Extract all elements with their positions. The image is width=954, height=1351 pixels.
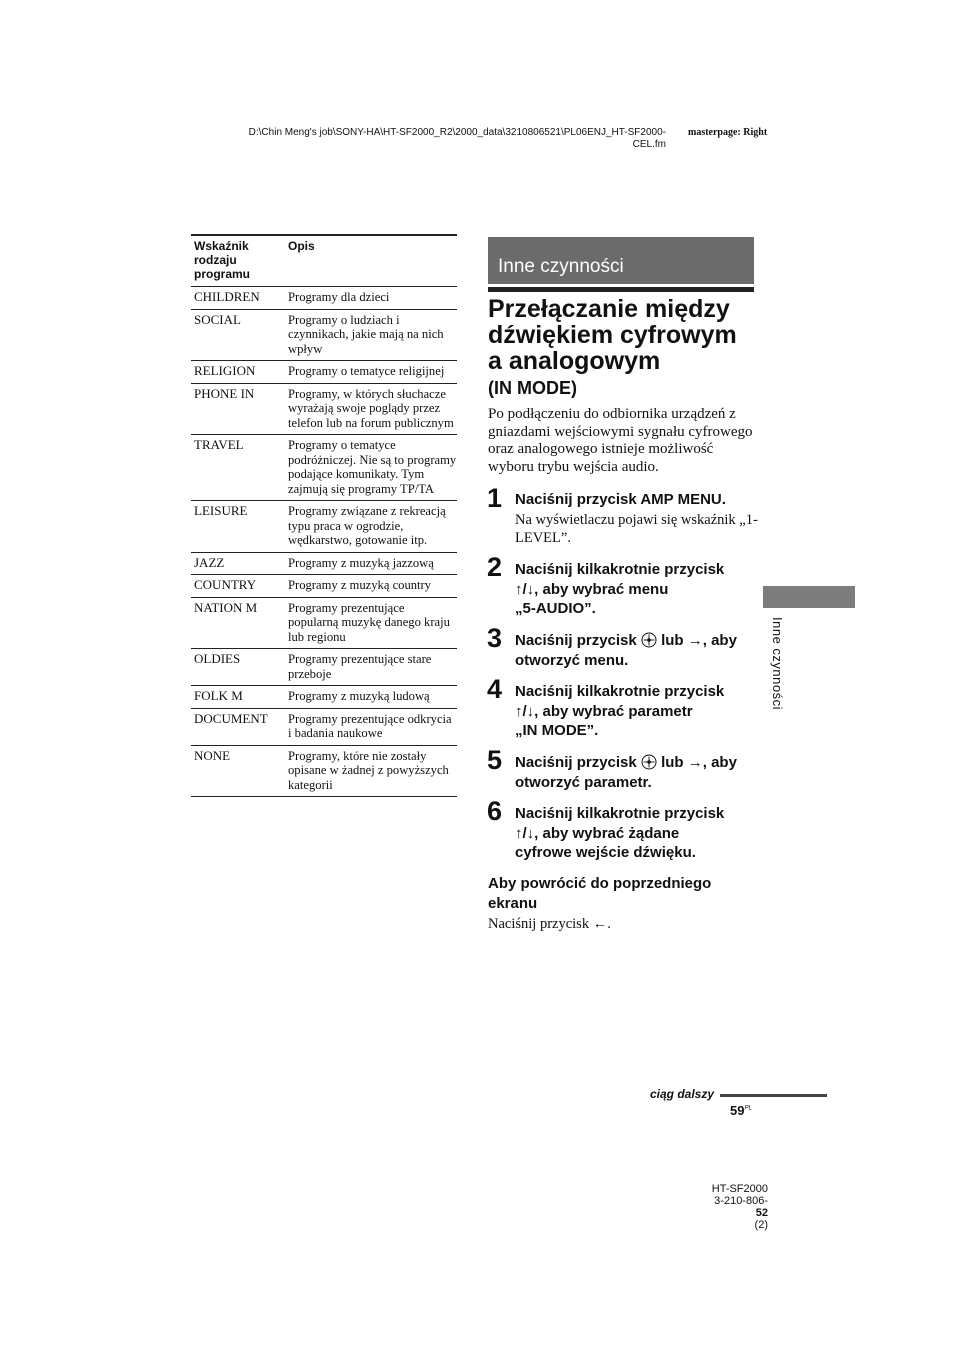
section-divider — [488, 287, 754, 292]
program-description: Programy związane z rekreacją typu praca w ogrodzie, wędkarstwo, gotowanie itp. — [288, 504, 446, 547]
step-line: „5-AUDIO”. — [515, 600, 596, 617]
file-path-line-2: CEL.fm — [632, 139, 666, 150]
title-line: Przełączanie między — [488, 295, 730, 323]
step-line: ↑/↓, aby wybrać żądane — [515, 824, 680, 842]
program-type: RELIGION — [194, 363, 256, 378]
step-line: lub →, aby — [661, 632, 737, 649]
program-description: Programy, które nie zostały opisane w żadnej z powyższych kategorii — [288, 748, 449, 792]
program-description: Programy dla dzieci — [288, 290, 390, 304]
return-text: Naciśnij przycisk ←. — [488, 916, 611, 932]
step-line: lub →, aby — [661, 754, 737, 771]
table-row — [191, 649, 457, 686]
step-number-3: 3 — [487, 623, 503, 653]
program-description: Programy z muzyką country — [288, 578, 432, 592]
page-title — [488, 296, 768, 374]
step-number-5: 5 — [487, 745, 503, 775]
table-row — [191, 435, 457, 501]
step-number-6: 6 — [487, 796, 503, 826]
step-1-text: Naciśnij przycisk AMP MENU. — [515, 491, 726, 508]
step-1-note: Na wyświetlaczu pojawi się wskaźnik „1-LEVEL”. — [515, 512, 758, 546]
step-line: „IN MODE”. — [515, 722, 599, 739]
program-type: TRAVEL — [194, 437, 244, 452]
program-description: Programy o tematyce podróżniczej. Nie są to programy podające komunikaty. Tym zajmują się programy TP/TA — [288, 438, 457, 496]
program-type: FOLK M — [194, 688, 243, 703]
program-type: CHILDREN — [194, 289, 260, 304]
table-row — [191, 287, 457, 310]
table-row — [191, 597, 457, 649]
continued-line — [720, 1094, 827, 1097]
table-row — [191, 501, 457, 553]
title-line: dźwiękiem cyfrowym — [488, 321, 737, 349]
step-4-text — [515, 682, 760, 741]
model-code — [640, 1195, 768, 1231]
program-description: Programy o ludziach i czynnikach, jakie mają na nich wpływ — [288, 312, 444, 356]
program-type: OLDIES — [194, 651, 241, 666]
table-row — [191, 575, 457, 598]
page-language: PL — [744, 1105, 752, 1112]
step-3-text — [515, 631, 760, 670]
step-5-text — [515, 753, 760, 792]
step-number-2: 2 — [487, 552, 503, 582]
side-tab-label: Inne czynności — [770, 617, 785, 710]
file-path — [196, 127, 666, 151]
table-row — [191, 745, 457, 797]
table-row — [191, 309, 457, 361]
table-row — [191, 361, 457, 384]
step-line: Naciśnij kilkakrotnie przycisk — [515, 561, 725, 578]
program-type-table — [191, 234, 457, 797]
program-type: JAZZ — [194, 554, 225, 570]
program-description: Programy z muzyką jazzową — [288, 555, 434, 570]
table-row — [191, 552, 457, 575]
program-type: NATION M — [194, 599, 258, 615]
step-line: otworzyć parametr. — [515, 773, 652, 791]
step-line: cyfrowe wejście dźwięku. — [515, 844, 696, 861]
section-label: Inne czynności — [498, 256, 624, 277]
masterpage-label: masterpage: Right — [688, 127, 768, 138]
enter-button-icon — [641, 754, 657, 770]
title-line: a analogowym — [488, 347, 661, 375]
column-header-description: Opis — [288, 239, 315, 253]
step-line: Naciśnij przycisk — [515, 632, 637, 649]
program-type: LEISURE — [194, 503, 248, 518]
program-description: Programy prezentujące stare przeboje — [288, 652, 432, 681]
program-type: NONE — [194, 747, 231, 763]
step-line: Naciśnij kilkakrotnie przycisk — [515, 683, 725, 700]
program-description: Programy o tematyce religijnej — [288, 364, 445, 378]
side-tab-marker — [763, 586, 855, 608]
table-row — [191, 383, 457, 435]
step-line: otworzyć menu. — [515, 651, 629, 669]
program-type: PHONE IN — [194, 385, 255, 401]
program-type: DOCUMENT — [194, 710, 268, 726]
continued-label: ciąg dalszy — [650, 1087, 715, 1101]
program-description: Programy prezentujące popularną muzykę danego kraju lub regionu — [288, 600, 450, 644]
page-number — [730, 1103, 752, 1118]
step-6-text — [515, 804, 760, 863]
intro-paragraph: Po podłączeniu do odbiornika urządzeń z gniazdami wejściowymi sygnału cyfrowego oraz analogowego istnieje możliwość wyboru trybu wejścia audio. — [488, 406, 753, 475]
column-header-indicator: Wskaźnik rodzaju programu — [194, 239, 251, 281]
table-row — [191, 708, 457, 745]
table-header-row — [191, 235, 457, 287]
step-line: Naciśnij przycisk — [515, 754, 637, 771]
table-row — [191, 686, 457, 709]
page-number-value: 59 — [730, 1103, 745, 1118]
program-description: Programy, w których słuchacze wyrażają swoje poglądy przez telefon lub na forum publicznym — [288, 386, 454, 430]
step-2-text — [515, 560, 760, 619]
step-line: ↑/↓, aby wybrać menu — [515, 580, 669, 598]
enter-button-icon — [641, 632, 657, 648]
program-type: SOCIAL — [194, 311, 241, 327]
step-line: ↑/↓, aby wybrać parametr — [515, 702, 693, 720]
program-description: Programy prezentujące odkrycia i badania naukowe — [288, 711, 452, 740]
model-code-prefix: 3-210-806- — [714, 1195, 768, 1207]
model-code-suffix: (2) — [754, 1219, 768, 1231]
return-heading: Aby powrócić do poprzedniego ekranu — [488, 875, 712, 912]
step-line: Naciśnij kilkakrotnie przycisk — [515, 805, 725, 822]
model-name: HT-SF2000 — [711, 1183, 768, 1195]
model-info — [640, 1183, 768, 1231]
page-subtitle: (IN MODE) — [488, 378, 577, 398]
program-description: Programy z muzyką ludową — [288, 689, 430, 703]
program-type: COUNTRY — [194, 577, 257, 592]
step-number-4: 4 — [487, 674, 503, 704]
file-path-line-1: D:\Chin Meng's job\SONY-HA\HT-SF2000_R2\2000_data\3210806521\PL06ENJ_HT-SF2000- — [248, 127, 666, 138]
model-code-bold: 52 — [755, 1207, 768, 1219]
step-number-1: 1 — [487, 483, 503, 513]
